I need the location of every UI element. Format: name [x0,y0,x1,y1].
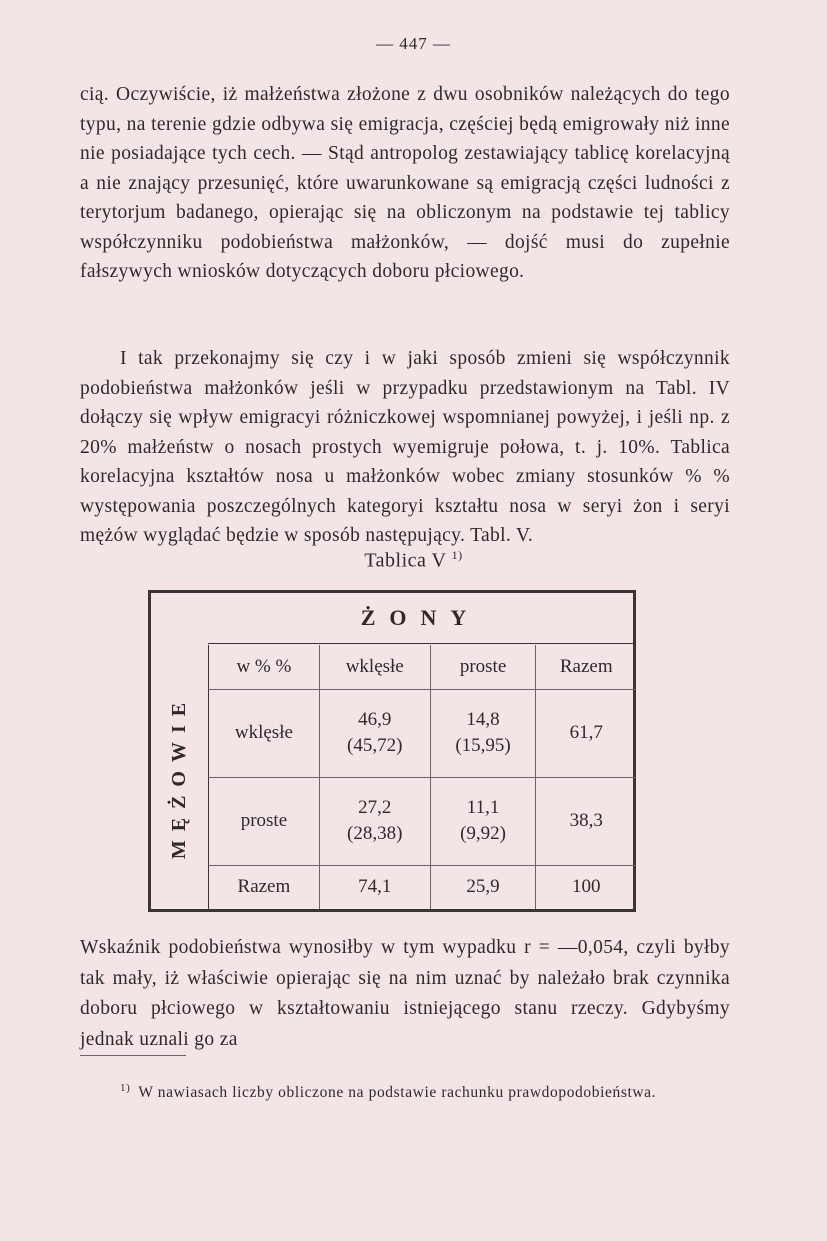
correlation-table [148,590,636,912]
cell-value: 25,9 [466,876,500,898]
cell-value: 27,2 [358,797,392,818]
table-cell [319,689,430,777]
table-cell [536,689,636,777]
table-column-header: proste [430,645,536,689]
table-cell [430,689,536,777]
table-row [209,777,637,865]
footnote-text: W nawiasach liczby obliczone na podstawie rachunku prawdopodobieństwa. [138,1084,657,1102]
table-cell [319,865,430,909]
paragraph-1 [80,80,730,287]
table-caption-footnote-mark: 1) [451,548,463,562]
cell-value: 46,9 [358,709,392,730]
paragraph-2 [80,344,730,551]
cell-value: 38,3 [569,810,603,831]
table-side-header [151,645,208,907]
table-cell [430,777,536,865]
table-column-header: Razem [536,645,636,689]
table-header-row [209,645,637,689]
table-grid [208,645,636,909]
table-caption [0,548,827,573]
paragraph-3 [80,933,730,1055]
footnote-mark: 1) [120,1082,131,1094]
paragraph-3-text: Wskaźnik podobieństwa wynosiłby w tym wypadku r = —0,054, czyli byłby tak mały, iż właściwie opierając się na nim uznać by należało brak czynnika doboru płciowego w kształtowaniu istniejącego stanu rzeczy. Gdybyśmy jednak uznali go za [80,937,730,1050]
table-column-header: wklęsłe [319,645,430,689]
cell-computed-value: (28,38) [347,823,403,844]
cell-value: 61,7 [569,722,603,743]
cell-computed-value: (9,92) [460,823,506,844]
table-row-label: Razem [209,865,320,909]
paragraph-1-text: cią. Oczywiście, iż małżeństwa złożone z dwu osobników należących do tego typu, na terenie gdzie odbywa się emigracja, częściej będą emigrowały niż inne nie posiadające tych cech. — Stąd antropolog zestawiający tablicę korelacyjną a nie znający przesunięć, które uwarunkowane są emigracją części ludności z terytorjum badanego, opierając się na obliczonym na podstawie tej tablicy współczynniku podobieństwa małżonków, — dojść musi do zupełnie fałszywych wniosków dotyczących doboru płciowego. [80,84,730,282]
table-row-label: proste [209,777,320,865]
table-row-label: wklęsłe [209,689,320,777]
table-top-header: ŻONY [208,593,633,644]
table-row [209,689,637,777]
cell-value: 100 [571,876,601,898]
cell-value: 74,1 [358,876,392,898]
table-cell [319,777,430,865]
table-row [209,865,637,909]
table-side-header-text: MĘŻOWIE [168,693,190,859]
cell-computed-value: (15,95) [455,735,511,756]
table-cell [430,865,536,909]
cell-computed-value: (45,72) [347,735,403,756]
footnote [80,1077,730,1104]
cell-value: 14,8 [466,709,500,730]
table-caption-text: Tablica V [364,549,447,572]
table-cell [536,865,636,909]
paragraph-2-text: I tak przekonajmy się czy i w jaki sposób zmieni się współczynnik podobieństwa małżonków jeśli w przypadku przedstawionym na Tabl. IV dołączy się wpływ emigracyi różniczkowej wspomnianej powyżej, i jeśli np. z 20% małżeństw o nosach prostych wyemigruje połowa, t. j. 10%. Tablica korelacyjna kształtów nosa u małżonków wobec zmiany stosunków % % występowania poszczególnych kategoryi kształtu nosa w seryi żon i seryi mężów wyglądać będzie w sposób następujący. Tabl. V. [80,348,730,546]
footnote-divider [80,1055,186,1056]
table-cell [536,777,636,865]
page-number: — 447 — [376,34,451,53]
cell-value: 11,1 [466,797,500,818]
table-corner-cell: w % % [209,645,320,689]
